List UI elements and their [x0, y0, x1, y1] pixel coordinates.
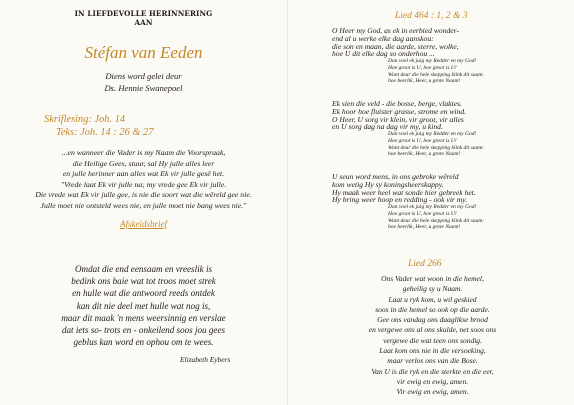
prayer-line: en vergewe ons al ons skulde, net soos ons [368, 325, 497, 335]
refrain-line: Want deur die hele skepping klink dit saam: [388, 71, 485, 78]
verse-line: end al u werke elke dag aanskou: [332, 33, 434, 43]
verse-line: O Heer, U sorg vir klein, vir groot, vir alles [332, 114, 464, 124]
verse-line: die son en maan, die aarde, sterre, wolke, [332, 41, 459, 51]
verse-line: kom wetig Hy sy koningsheerskappy. [332, 179, 444, 189]
refrain-line: Hoe groot is U, hoe groot is U! [388, 137, 457, 144]
prayer-line: Laat u ryk kom, u wil geskied [388, 294, 477, 304]
right-panel [291, 0, 574, 405]
prayer-line: Vir ewig en ewig, amen. [396, 387, 469, 397]
poem-line: bedink ons baie wat tot troos moet strek [71, 276, 216, 287]
quote-line: en julle herinner aan alles wat Ek vir julle gesê het. [62, 169, 225, 179]
verse-line: Hy bring weer hoop en redding - ook vir my. [332, 195, 468, 205]
quote-line: Die vrede wat Ek vir julle gee, is nie die soort wat die wêreld gee nie. [35, 190, 252, 200]
lords-prayer [291, 274, 574, 398]
poem-line: maar dit maak 'n mens weersinnig en verslae [61, 312, 226, 323]
service-line: Ds. Hennie Swanepoel [104, 83, 183, 93]
hymn-verse-3 [332, 173, 484, 231]
verse-line: Ek hoor hoe fluister grasse, strome en wind. [332, 106, 467, 116]
refrain-line: Hoe groot is U, hoe groot is U! [388, 64, 457, 71]
refrain-line: Dan voel ek juig my Redder en my God! [388, 204, 477, 211]
farewell-poem [0, 263, 287, 348]
prayer-line: vir ewig en ewig, amen. [396, 376, 469, 386]
poem-line: geblus kan word en ophou om te wees. [73, 337, 214, 348]
hymn-266-title: Lied 266 [408, 259, 442, 269]
hymn-verse-2 [332, 100, 484, 158]
page-fold-divider [287, 0, 288, 405]
header-line: IN LIEFDEVOLLE HERINNERING [74, 9, 213, 18]
prayer-line: geheilig sy u Naam. [402, 284, 463, 294]
farewell-letter-heading: Afskeidsbrief [120, 219, 167, 229]
prayer-line: Van U is die ryk en die sterkte en die eer, [371, 366, 494, 376]
service-leader [0, 70, 287, 94]
poem-line: dat iets so- trots en - onkeilend soos jou gees [61, 325, 226, 336]
poem-line: en hulle wat die antwoord reeds ontdek [72, 288, 215, 299]
poem-line: kan dit nie deel met hulle wat nog is, [76, 300, 211, 311]
refrain-line: Want deur die hele skepping klink dit saam: [388, 144, 485, 151]
quote-line: Julle moet nie ontsteld wees nie, en julle moet nie bang wees nie." [40, 200, 247, 210]
verse-line: O Heer my God, as ek in eerbied wonder- [332, 26, 460, 35]
verse-line: hoe U dit elke dag so onderhou ... [332, 49, 435, 59]
hymn-464-title: Lied 464 : 1, 2 & 3 [395, 11, 468, 21]
poem-author: Elizabeth Eybers [180, 355, 231, 364]
prayer-line: Laat kom ons nie in die versoeking, [379, 346, 486, 356]
service-line: Diens word gelei deur [105, 71, 182, 81]
hymn-verse-1 [332, 27, 484, 85]
prayer-line: maar verlos ons van die Bose. [387, 356, 478, 366]
refrain-line: Dan voel ek juig my Redder en my God! [388, 58, 477, 65]
poem-line: Omdat die end eensaam en vreeslik is [74, 264, 213, 274]
refrain-line: Dan voel ek juig my Redder en my God! [388, 131, 477, 138]
prayer-line: soos in die hemel so ook op die aarde. [375, 304, 490, 314]
refrain-line: hoe heerlik, Heer, u grote Naam! [388, 78, 461, 85]
refrain-line: Hoe groot is U, hoe groot is U! [388, 210, 457, 217]
refrain-line: Want deur die hele skepping klink dit saam: [388, 217, 485, 224]
prayer-line: Ons Vader wat woon in die hemel, [381, 274, 484, 283]
quote-line: "Vrede laat Ek vir julle na; my vrede gee Ek vir julle. [60, 179, 227, 189]
verse-line: Hy maak weer heel wat sonde hier gebreek het. [332, 187, 476, 197]
header-line: AAN [134, 18, 153, 27]
sermon-text-reference: Teks: Joh. 14 : 26 & 27 [56, 127, 154, 138]
memorial-header [0, 9, 287, 27]
refrain-line: hoe heerlik, Heer, u grote Naam! [388, 151, 461, 158]
scripture-quote [0, 148, 287, 212]
quote-line: die Heilige Gees, stuur, sal Hy julle alles leer [72, 158, 215, 168]
prayer-line: vergewe die wat teen ons sondig. [383, 335, 482, 345]
refrain-line: hoe heerlik, Heer, u grote Naam! [388, 224, 461, 231]
verse-line: Ek sien die veld - die bosse, berge, vlaktes. [332, 99, 462, 108]
deceased-name: Stéfan van Eeden [84, 43, 203, 62]
verse-line: U seun word mens, in ons gebroke wêreld [332, 172, 459, 181]
scripture-reading: Skriflesing: Joh. 14 [44, 114, 126, 125]
prayer-line: Gee ons vandag ons daaglikse brood [377, 315, 488, 325]
verse-line: en U sorg dag na dag vir my, u kind. [332, 122, 443, 132]
quote-line: ...en wanneer die Vader is my Naam die Voorspraak, [61, 148, 226, 157]
